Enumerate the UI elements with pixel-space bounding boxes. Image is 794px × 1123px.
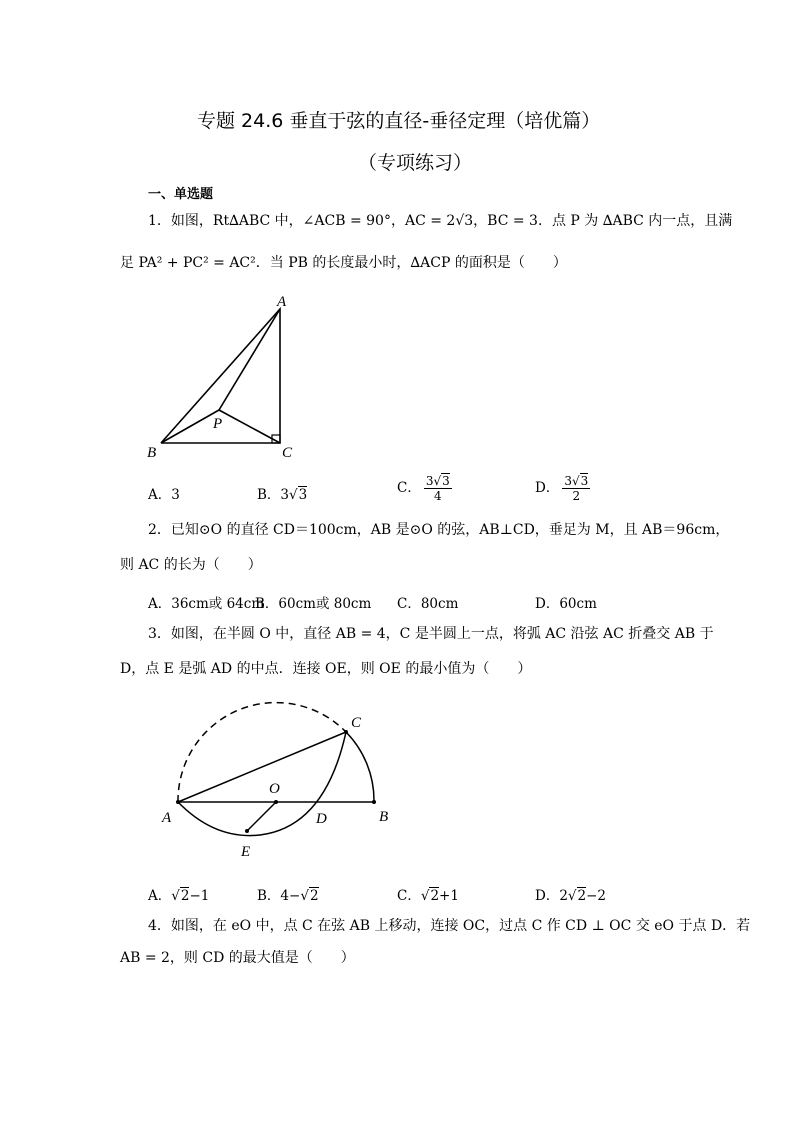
q1-option-d: D． $\frac{3√3}{2}$ (535, 474, 589, 503)
segment-pc (219, 410, 280, 443)
dashed-arc (178, 703, 346, 802)
q1-triangle-figure (140, 290, 310, 465)
point-o (274, 800, 278, 804)
q1-option-b: B．3√3 (257, 487, 308, 503)
q3-semicircle-figure (150, 695, 410, 865)
label-b: B (379, 809, 389, 825)
q3-option-c: C．√2+1 (397, 888, 459, 904)
chord-ac (178, 732, 346, 802)
q2-option-b: B．60cm或 80cm (255, 596, 372, 612)
q3-option-a: A．√2−1 (148, 888, 210, 904)
q4-line1: 4．如图，在 eO 中，点 C 在弦 AB 上移动，连接 OC，过点 C 作 CD ⊥ OC 交 eO 于点 D．若 (148, 918, 751, 934)
q2-line2: 则 AC 的长为（ ） (120, 557, 262, 573)
section-heading: 一、单选题 (148, 187, 214, 202)
point-c (344, 730, 348, 734)
page-subtitle: （专项练习） (358, 152, 473, 174)
label-c: C (282, 445, 293, 461)
q3-line2: D，点 E 是弧 AD 的中点．连接 OE，则 OE 的最小值为（ ） (120, 661, 532, 677)
q1-line2: 足 PA² + PC² = AC²．当 PB 的长度最小时，∆ACP 的面积是（ ） (120, 255, 567, 271)
q1-option-c: C． $\frac{3√3}{4}$ (397, 474, 450, 503)
q2-option-d: D．60cm (535, 596, 597, 612)
label-o: O (269, 781, 280, 797)
q4-line2: AB = 2，则 CD 的最大值是（ ） (120, 950, 355, 966)
q3-option-b: B．4−√2 (257, 888, 319, 904)
q3-option-d: D．2√2−2 (535, 888, 607, 904)
label-a: A (162, 810, 172, 826)
semicircle-arc-cb (346, 732, 374, 802)
label-a: A (277, 294, 287, 310)
label-d: D (316, 811, 327, 827)
label-c: C (351, 715, 362, 731)
label-e: E (241, 844, 251, 860)
page-title: 专题 24.6 垂直于弦的直径-垂径定理（培优篇） (197, 110, 601, 132)
q1-line1: 1．如图，Rt∆ABC 中，∠ACB = 90°，AC = 2√3，BC = 3．点 P 为 ∆ABC 内一点，且满 (148, 213, 733, 229)
q3-line1: 3．如图，在半圆 O 中，直径 AB = 4，C 是半圆上一点，将弧 AC 沿弦 AC 折叠交 AB 于 (148, 626, 714, 642)
q2-option-a: A．36cm或 64cm (148, 596, 265, 612)
point-b (372, 800, 376, 804)
q2-option-c: C．80cm (397, 596, 459, 612)
q1-option-a: A．3 (148, 487, 180, 503)
segment-ap (219, 309, 280, 410)
q2-line1: 2．已知⊙O 的直径 CD＝100cm，AB 是⊙O 的弦，AB⊥CD，垂足为 M，且 AB＝96cm， (148, 522, 730, 538)
segment-oe (247, 802, 276, 831)
label-p: P (213, 416, 223, 432)
segment-bp (161, 410, 219, 443)
label-b: B (147, 445, 157, 461)
point-a (176, 800, 180, 804)
point-e (245, 829, 249, 833)
